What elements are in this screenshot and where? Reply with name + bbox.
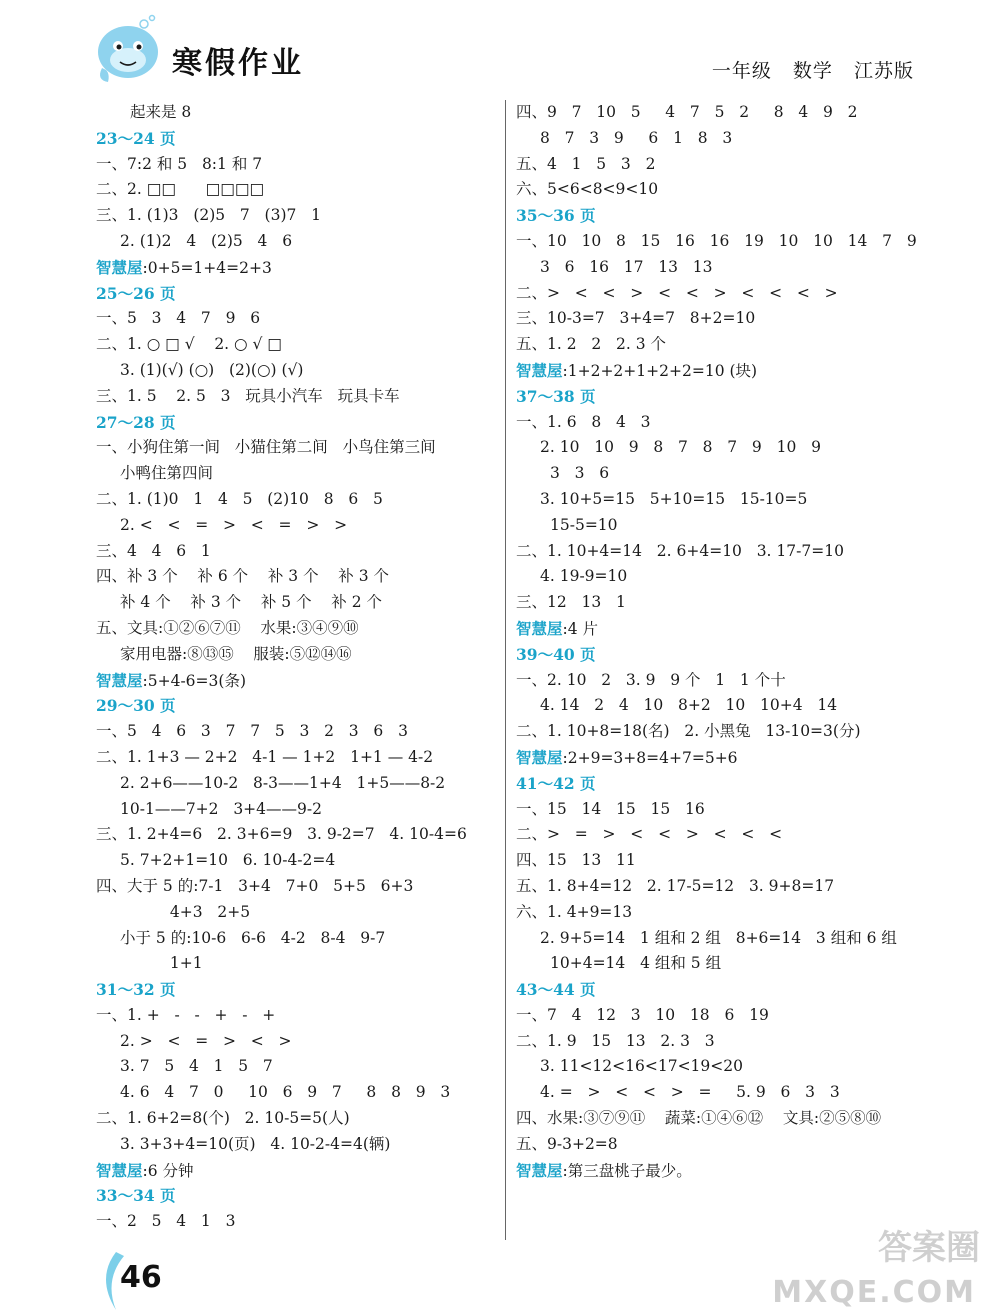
- answer-line: 2. > < = > < >: [120, 1031, 292, 1050]
- answer-line: 一、小狗住第一间 小猫住第二间 小鸟住第三间: [96, 438, 436, 457]
- bonus-answer-line: 智慧屋:4 片: [516, 618, 599, 638]
- answer-line: 2. 9+5=14 1 组和 2 组 8+6=14 3 组和 6 组: [540, 928, 897, 947]
- answer-line: 4. 6 4 7 0 10 6 9 7 8 8 9 3: [120, 1083, 451, 1102]
- book-meta: [698, 56, 914, 83]
- bonus-label: 智慧屋: [516, 618, 563, 638]
- bonus-answer-line: 智慧屋:5+4-6=3(条): [96, 670, 246, 690]
- watermark-logo-text: 答案圈: [878, 1228, 980, 1268]
- answer-line: 三、1. 2+4=6 2. 3+6=9 3. 9-2=7 4. 10-4=6: [96, 825, 467, 844]
- answer-line: 一、2. 10 2 3. 9 9 个 1 1 个十: [516, 670, 786, 689]
- answer-line: 小鸭住第四间: [120, 464, 214, 483]
- answer-line: 一、1. + - - + - +: [96, 1005, 276, 1024]
- answer-line: 3. 3+3+4=10(页) 4. 10-2-4=4(辆): [120, 1134, 391, 1153]
- answer-line: 二、1. 1+3 — 2+2 4-1 — 1+2 1+1 — 4-2: [96, 747, 434, 766]
- column-divider: [505, 100, 506, 1240]
- answer-line: 小于 5 的:10-6 6-6 4-2 8-4 9-7: [120, 928, 386, 947]
- answer-line: 二、1. 9 15 13 2. 3 3: [516, 1031, 715, 1050]
- answer-line: 一、15 14 15 15 16: [516, 799, 705, 818]
- answer-line: 3 3 6: [550, 464, 610, 483]
- answer-line: 一、10 10 8 15 16 16 19 10 10 14 7 9: [516, 231, 917, 250]
- answer-line: 五、1. 2 2 2. 3 个: [516, 335, 667, 354]
- subject-label: 数学: [792, 60, 833, 82]
- site-watermark: [772, 1220, 980, 1310]
- bonus-label: 智慧屋: [96, 257, 143, 277]
- section-heading: 31～32 页: [96, 980, 176, 1000]
- answer-line: 五、1. 8+4=12 2. 17-5=12 3. 9+8=17: [516, 876, 835, 895]
- answer-line: 三、12 13 1: [516, 593, 626, 612]
- answer-line: 4. 19-9=10: [540, 567, 628, 586]
- section-heading: 39～40 页: [516, 644, 596, 664]
- answer-line: 三、4 4 6 1: [96, 541, 211, 560]
- answer-line: 三、1. (1)3 (2)5 7 (3)7 1: [96, 206, 322, 225]
- answer-line: 三、1. 5 2. 5 3 玩具小汽车 玩具卡车: [96, 386, 400, 405]
- answer-line: 10+4=14 4 组和 5 组: [550, 954, 722, 973]
- answer-line: 一、7:2 和 5 8:1 和 7: [96, 154, 263, 173]
- answer-line: 五、文具:①②⑥⑦⑪ 水果:③④⑨⑩: [96, 618, 359, 637]
- bonus-answer-line: 智慧屋:第三盘桃子最少。: [516, 1160, 692, 1180]
- grade-label: 一年级: [711, 60, 772, 82]
- answer-line: 四、大于 5 的:7-1 3+4 7+0 5+5 6+3: [96, 876, 414, 895]
- dolphin-mascot-icon: [88, 12, 168, 92]
- answer-line: 10-1——7+2 3+4——9-2: [120, 799, 322, 818]
- answer-line: 一、2 5 4 1 3: [96, 1212, 236, 1231]
- section-heading: 43～44 页: [516, 980, 596, 1000]
- book-title: 寒假作业: [172, 46, 304, 81]
- answer-line: 一、5 3 4 7 9 6: [96, 309, 261, 328]
- answer-line: 3 6 16 17 13 13: [540, 257, 713, 276]
- answer-column-left: [96, 100, 506, 1235]
- answer-line: 二、1. (1)0 1 4 5 (2)10 8 6 5: [96, 489, 383, 508]
- section-heading: 41～42 页: [516, 773, 596, 793]
- answer-line: 四、15 13 11: [516, 851, 636, 870]
- answer-line: 一、7 4 12 3 10 18 6 19: [516, 1005, 769, 1024]
- answer-line: 四、水果:③⑦⑨⑪ 蔬菜:①④⑥⑫ 文具:②⑤⑧⑩: [516, 1109, 882, 1128]
- answer-line: 二、2. □□ □□□□: [96, 180, 265, 199]
- answer-line: 五、9-3+2=8: [516, 1134, 618, 1153]
- page-header: [0, 0, 1000, 100]
- edition-label: 江苏版: [853, 60, 914, 82]
- answer-line: 2. < < = > < = > >: [120, 515, 348, 534]
- answer-line: 二、> < < > < < > < < < >: [516, 283, 838, 302]
- answer-line: 二、1. 10+4=14 2. 6+4=10 3. 17-7=10: [516, 541, 844, 560]
- bonus-answer-line: 智慧屋:1+2+2+1+2+2=10 (块): [516, 360, 758, 380]
- bonus-label: 智慧屋: [516, 360, 563, 380]
- answer-line: 二、> = > < < > < < <: [516, 825, 783, 844]
- bonus-label: 智慧屋: [96, 1160, 143, 1180]
- answer-line: 4+3 2+5: [96, 902, 251, 921]
- answer-line: 二、1. 10+8=18(名) 2. 小黑兔 13-10=3(分): [516, 722, 861, 741]
- answer-line: 一、1. 6 8 4 3: [516, 412, 651, 431]
- section-heading: 25～26 页: [96, 283, 176, 303]
- bonus-answer-line: 智慧屋:6 分钟: [96, 1160, 194, 1180]
- section-heading: 33～34 页: [96, 1186, 176, 1206]
- answer-line: 起来是 8: [130, 103, 192, 121]
- answer-column-right: [516, 100, 926, 1183]
- answer-line: 六、1. 4+9=13: [516, 902, 633, 921]
- bonus-label: 智慧屋: [96, 670, 143, 690]
- section-heading: 23～24 页: [96, 128, 176, 148]
- answer-line: 六、5<6<8<9<10: [516, 180, 659, 199]
- answer-line: 四、补 3 个 补 6 个 补 3 个 补 3 个: [96, 567, 389, 586]
- answer-line: 3. 10+5=15 5+10=15 15-10=5: [540, 489, 808, 508]
- answer-line: 补 4 个 补 3 个 补 5 个 补 2 个: [120, 593, 382, 612]
- answer-line: 8 7 3 9 6 1 8 3: [540, 128, 733, 147]
- section-heading: 37～38 页: [516, 386, 596, 406]
- answer-line: 二、1. ○ □ √ 2. ○ √ □: [96, 335, 282, 354]
- answer-line: 家用电器:⑧⑬⑮ 服装:⑤⑫⑭⑯: [120, 644, 352, 663]
- answer-line: 5. 7+2+1=10 6. 10-4-2=4: [120, 851, 336, 870]
- bonus-label: 智慧屋: [516, 1160, 563, 1180]
- page-number: 46: [120, 1260, 162, 1295]
- answer-line: 3. (1)(√) (○) (2)(○) (√): [120, 360, 304, 379]
- answer-line: 2. 2+6——10-2 8-3——1+4 1+5——8-2: [120, 773, 446, 792]
- answer-line: 15-5=10: [550, 515, 618, 534]
- answer-line: 3. 7 5 4 1 5 7: [120, 1057, 273, 1076]
- section-heading: 35～36 页: [516, 206, 596, 226]
- answer-line: 五、4 1 5 3 2: [516, 154, 656, 173]
- answer-line: 3. 11<12<16<17<19<20: [540, 1057, 743, 1076]
- answer-line: 2. 10 10 9 8 7 8 7 9 10 9: [540, 438, 821, 457]
- answer-line: 三、10-3=7 3+4=7 8+2=10: [516, 309, 756, 328]
- answer-line: 1+1: [96, 954, 203, 973]
- answer-line: 4. = > < < > = 5. 9 6 3 3: [540, 1083, 840, 1102]
- section-heading: 27～28 页: [96, 412, 176, 432]
- answer-line: 4. 14 2 4 10 8+2 10 10+4 14: [540, 696, 838, 715]
- bonus-answer-line: 智慧屋:0+5=1+4=2+3: [96, 257, 272, 277]
- answer-line: 四、9 7 10 5 4 7 5 2 8 4 9 2: [516, 103, 858, 121]
- answer-line: 一、5 4 6 3 7 7 5 3 2 3 6 3: [96, 722, 408, 741]
- page-number-badge: [94, 1248, 184, 1314]
- watermark-url: MXQE.COM: [772, 1275, 976, 1310]
- answer-line: 2. (1)2 4 (2)5 4 6: [120, 231, 293, 250]
- section-heading: 29～30 页: [96, 696, 176, 716]
- bonus-label: 智慧屋: [516, 747, 563, 767]
- bonus-answer-line: 智慧屋:2+9=3+8=4+7=5+6: [516, 747, 738, 767]
- answer-line: 二、1. 6+2=8(个) 2. 10-5=5(人): [96, 1109, 350, 1128]
